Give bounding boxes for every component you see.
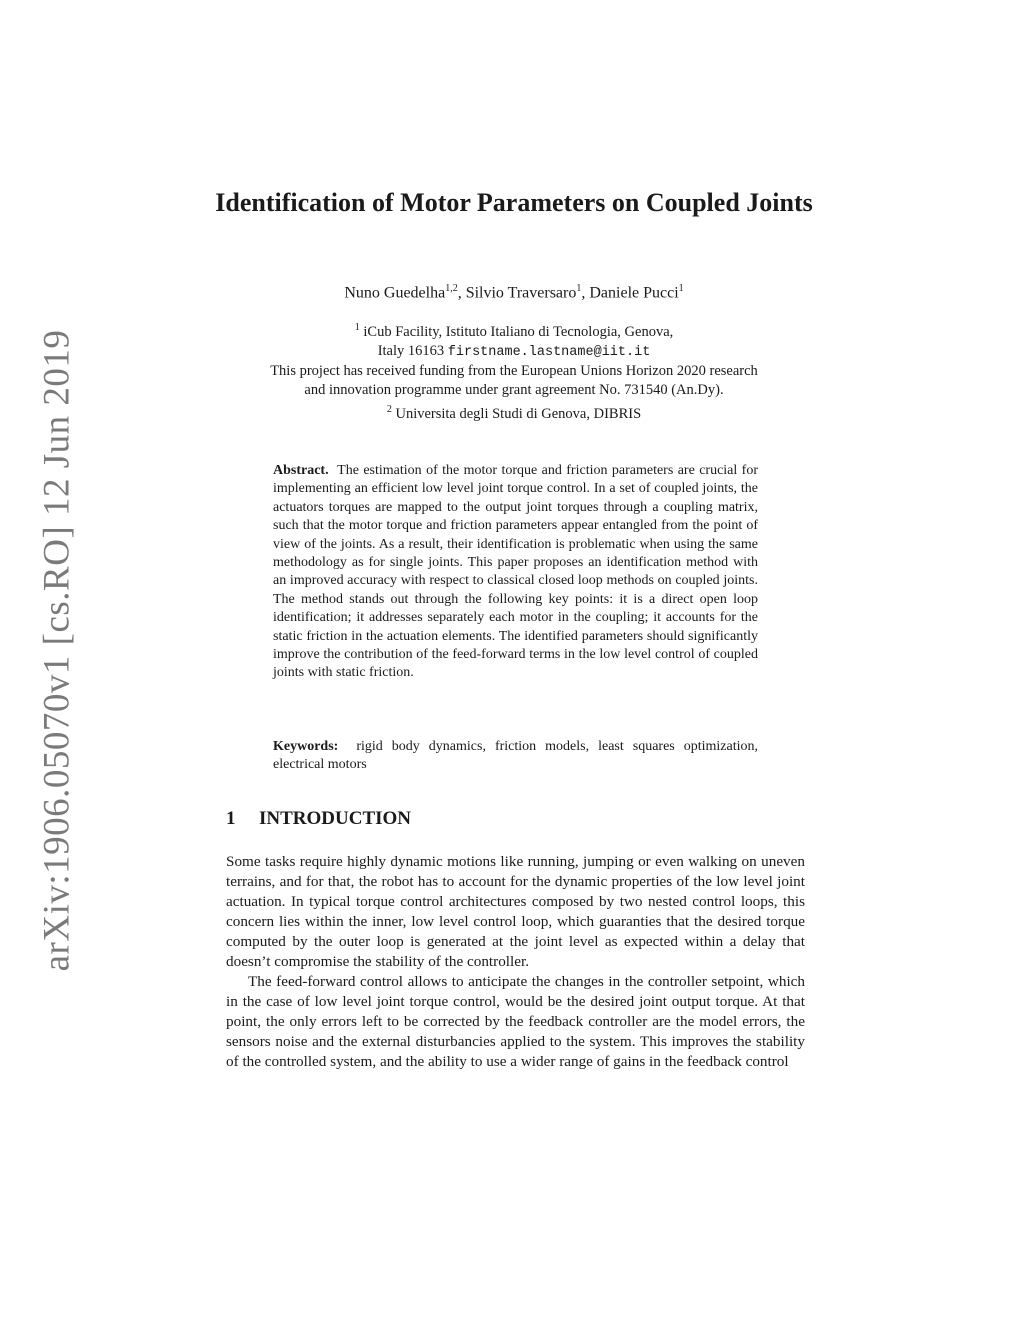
author-affiliation-mark: 1 <box>576 283 582 294</box>
affiliations-block <box>200 318 828 424</box>
abstract-label: Abstract. <box>273 463 329 478</box>
author-name: Silvio Traversaro <box>465 284 577 302</box>
affiliation-mark: 1 <box>354 322 360 333</box>
affiliation-1-address <box>200 342 828 362</box>
affiliation-mark: 2 <box>386 403 392 415</box>
abstract <box>273 462 758 683</box>
author-name: Daniele Pucci <box>589 284 679 302</box>
section-number: 1 <box>226 808 236 829</box>
author-separator: , <box>457 284 466 302</box>
funding-note-line-1: This project has received funding from the European Unions Horizon 2020 research <box>270 362 758 379</box>
affiliation-text: Universita degli Studi di Genova, DIBRIS <box>395 405 642 422</box>
affiliation-address: Italy 16163 <box>377 342 445 359</box>
paragraph: Some tasks require highly dynamic motions like running, jumping or even walking on uneven terrains, and for that, the robot has to account for the dynamic properties of the low level joint actuation. In typical torque control architectures composed by two nested control loops, this concern lies within the inner, low level control loop, which guaranties that the desired torque computed by the outer loop is generated at the joint level as expected within a delay that doesn’t compromise the stability of the controller. <box>226 853 805 970</box>
keywords <box>273 738 758 775</box>
author-separator: , <box>581 284 590 302</box>
author-list <box>200 283 828 302</box>
affiliation-2 <box>200 400 828 424</box>
author-name: Nuno Guedelha <box>344 284 446 302</box>
paragraph: The feed-forward control allows to anticipate the changes in the controller setpoint, which in the case of low level joint torque control, would be the desired joint output torque. At that point, the only errors left to be corrected by the feedback controller are the model errors, the sensors noise and the external disturbancies applied to the system. This improves the stability of the controlled system, and the ability to use a wider range of gains in the feedback control <box>226 973 805 1070</box>
affiliation-1 <box>200 318 828 342</box>
keywords-label: Keywords: <box>273 739 339 754</box>
section-title: INTRODUCTION <box>259 808 412 829</box>
introduction-body <box>226 852 805 1072</box>
author-affiliation-mark: 1 <box>678 283 684 294</box>
section-heading <box>226 808 411 830</box>
keywords-text: rigid body dynamics, friction models, least squares optimization, electrical motors <box>273 739 759 773</box>
affiliation-text: iCub Facility, Istituto Italiano di Tecnologia, Genova, <box>363 323 674 340</box>
arxiv-identifier: arXiv:1906.05070v1 [cs.RO] 12 Jun 2019 <box>36 329 78 971</box>
paper-title: Identification of Motor Parameters on Coupled Joints <box>215 188 813 217</box>
abstract-text: The estimation of the motor torque and friction parameters are crucial for implementing an efficient low level joint torque control. In a set of coupled joints, the actuators torques are mapped to the output joint torques through a coupling matrix, such that the motor torque and friction parameters appear entangled from the point of view of the joints. As a result, their identification is problematic when using the same methodology as for single joints. This paper proposes an identification method with an improved accuracy with respect to classical closed loop methods on coupled joints. The method stands out through the following key points: it is a direct open loop identification; it addresses separately each motor in the coupling; it accounts for the static friction in the actuation elements. The identified parameters should significantly improve the contribution of the feed-forward terms in the low level control of coupled joints with static friction. <box>273 463 759 681</box>
funding-note-line-2: and innovation programme under grant agreement No. 731540 (An.Dy). <box>304 381 724 398</box>
author-affiliation-mark: 1,2 <box>445 283 458 294</box>
arxiv-sidebar <box>34 329 80 971</box>
email-address: firstname.lastname@iit.it <box>447 344 651 360</box>
